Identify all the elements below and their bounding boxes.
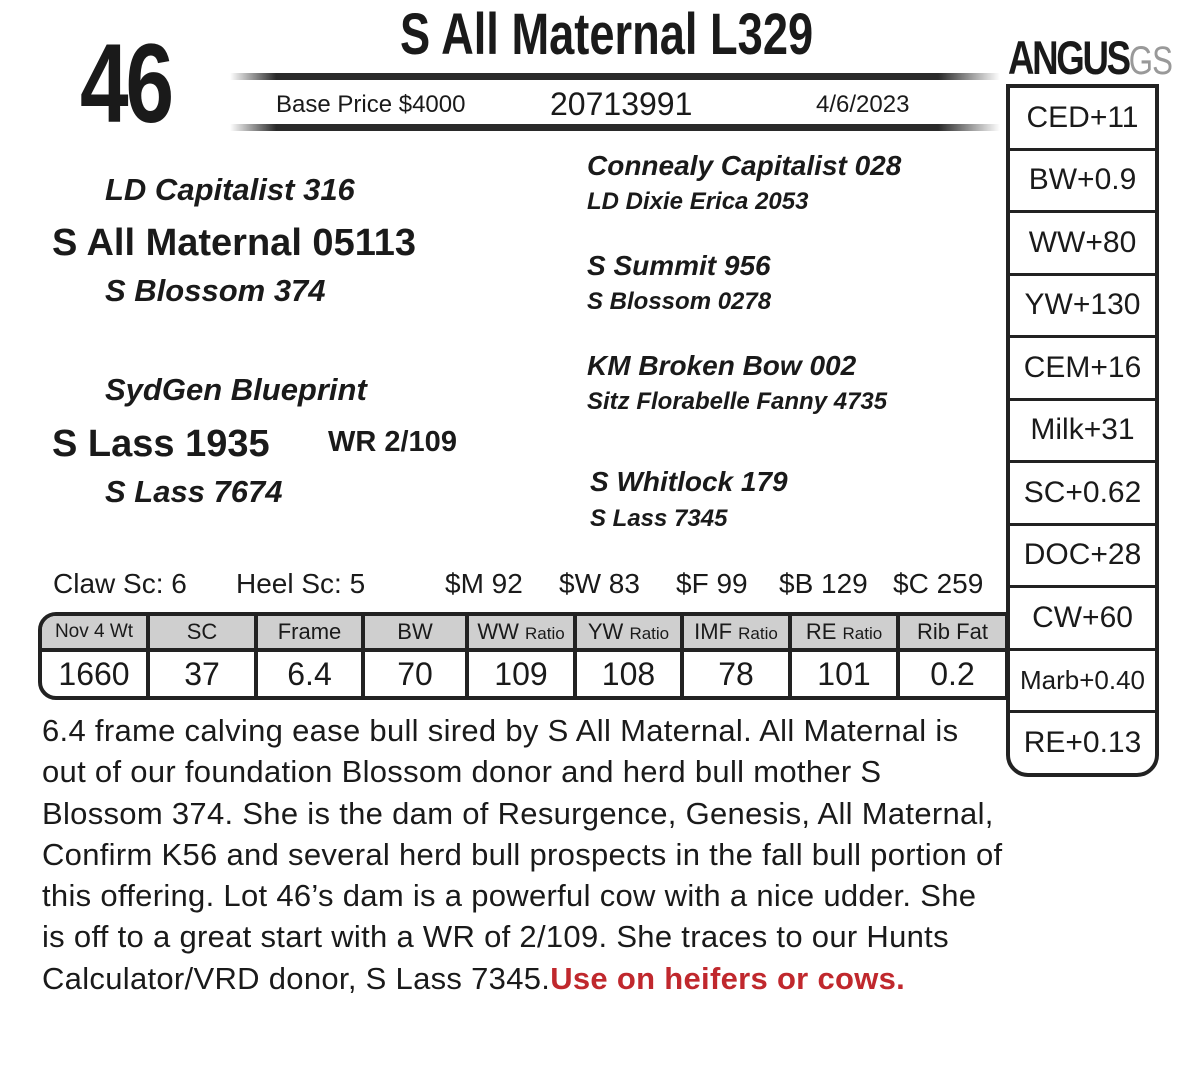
header-weight: Nov 4 Wt (42, 616, 150, 652)
combined-index: $C 259 (893, 568, 984, 599)
epd-milk: Milk+31 (1010, 401, 1155, 464)
performance-value-row (42, 652, 1005, 696)
ggp-dam-2: S Blossom 0278 (587, 288, 772, 315)
sire-dam: S Blossom 374 (105, 273, 326, 308)
value-sc: 37 (150, 652, 258, 696)
value-yw-ratio: 108 (577, 652, 684, 696)
epd-yw: YW+130 (1010, 276, 1155, 339)
lot-description (42, 710, 1007, 999)
ggp-dam-1: LD Dixie Erica 2053 (587, 188, 809, 215)
description-text: 6.4 frame calving ease bull sired by S All Maternal. All Maternal is out of our foundation Blossom donor and herd bull mother S Blossom 374. She is the dam of Resurgence, Genesis, All Maternal, Confirm K56 and several herd bull prospects in the fall bull portion of this offering. Lot 46’s dam is a powerful cow with a nice udder. She is off to a great start with a WR of 2/109. She traces to our Hunts Calculator/VRD donor, S Lass 7345. (42, 713, 1003, 996)
epd-bw: BW+0.9 (1010, 151, 1155, 214)
claw-score: Claw Sc: 6 (53, 568, 187, 599)
beef-index: $B 129 (779, 568, 868, 599)
animal-name: S All Maternal L329 (400, 2, 814, 67)
epd-sc: SC+0.62 (1010, 463, 1155, 526)
header-bw: BW (365, 616, 469, 652)
maternal-index: $M 92 (445, 568, 523, 599)
value-ww-ratio: 109 (469, 652, 577, 696)
base-price: Base Price $4000 (276, 91, 466, 118)
weaning-index: $W 83 (559, 568, 640, 599)
header-imf-ratio: IMF Ratio (684, 616, 792, 652)
dam-sire: SydGen Blueprint (105, 372, 367, 407)
epd-re: RE+0.13 (1023, 725, 1142, 759)
header-rib-fat: Rib Fat (900, 616, 1005, 652)
value-rib-fat: 0.2 (930, 655, 975, 692)
feedlot-index: $F 99 (676, 568, 748, 599)
heel-score: Heel Sc: 5 (236, 568, 366, 599)
gs-logo-text: GS (1128, 39, 1173, 83)
header-ww-ratio: WW Ratio (469, 616, 577, 652)
angus-gs-logo (1008, 31, 1173, 84)
value-re-ratio: 101 (792, 652, 900, 696)
value-imf-ratio: 78 (684, 652, 792, 696)
registration-number: 20713991 (550, 86, 693, 122)
header-top-rule (230, 73, 1000, 80)
epd-cem: CEM+16 (1010, 338, 1155, 401)
ggp-dam-4: S Lass 7345 (590, 505, 728, 532)
header-sc: SC (150, 616, 258, 652)
epd-doc: DOC+28 (1010, 526, 1155, 589)
dam: S Lass 1935 (52, 423, 270, 465)
performance-table (38, 612, 1009, 700)
epd-cw: CW+60 (1010, 588, 1155, 651)
angus-logo-text: ANGUS (1008, 31, 1129, 84)
value-frame: 6.4 (258, 652, 365, 696)
epd-panel (1006, 84, 1159, 777)
value-weight: 1660 (42, 652, 150, 696)
ggp-sire-4: S Whitlock 179 (590, 466, 788, 497)
ggp-sire-1: Connealy Capitalist 028 (587, 150, 902, 181)
header-bottom-rule (230, 124, 1000, 131)
sire-sire: LD Capitalist 316 (105, 172, 355, 207)
sire: S All Maternal 05113 (52, 222, 417, 264)
dam-weaning-ratio: WR 2/109 (328, 426, 457, 458)
epd-marb: Marb+0.40 (1010, 651, 1155, 714)
ggp-dam-3: Sitz Florabelle Fanny 4735 (587, 388, 888, 415)
ggp-sire-2: S Summit 956 (587, 250, 771, 281)
description-highlight: Use on heifers or cows. (550, 960, 906, 996)
dam-dam: S Lass 7674 (105, 474, 283, 509)
epd-ced: CED+11 (1010, 88, 1155, 151)
header-re-ratio: RE Ratio (792, 616, 900, 652)
header-frame: Frame (258, 616, 365, 652)
ggp-sire-3: KM Broken Bow 002 (587, 350, 857, 381)
value-bw: 70 (365, 652, 469, 696)
epd-ww: WW+80 (1010, 213, 1155, 276)
header-yw-ratio: YW Ratio (577, 616, 684, 652)
performance-header-row (42, 616, 1005, 652)
birth-date: 4/6/2023 (816, 91, 910, 118)
lot-number: 46 (80, 21, 171, 146)
